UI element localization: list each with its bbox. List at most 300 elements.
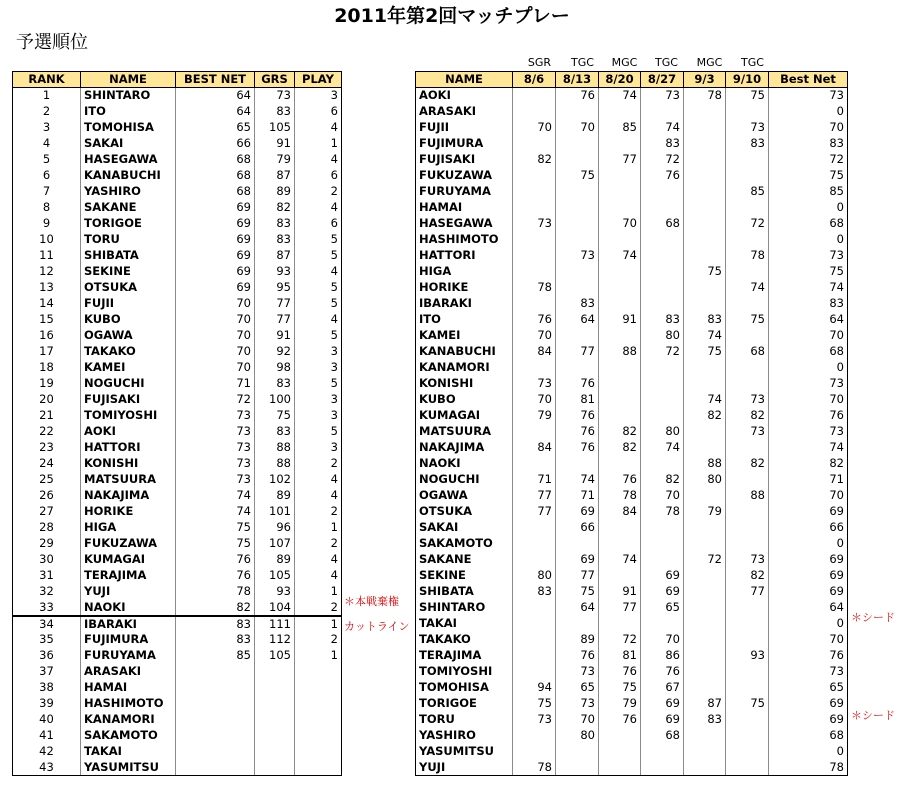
round-score-cell: 69 (556, 504, 599, 520)
player-name-cell: OTSUKA (416, 504, 513, 520)
play-count-cell: 2 (295, 184, 342, 200)
player-name-cell: HASEGAWA (416, 216, 513, 232)
round-score-cell: 73 (556, 664, 599, 680)
best-net-cell: 69 (176, 216, 255, 232)
table-row (13, 280, 342, 296)
table-row (13, 264, 342, 280)
player-name-cell: YASUMITSU (416, 744, 513, 760)
best-net-cell: 68 (769, 216, 848, 232)
round-score-cell: 77 (599, 600, 641, 616)
gross-cell: 96 (255, 520, 295, 536)
round-score-cell (684, 632, 726, 648)
best-net-cell: 71 (769, 472, 848, 488)
round-score-cell (599, 264, 641, 280)
round-score-cell: 75 (556, 584, 599, 600)
table-row (416, 152, 848, 168)
play-count-cell: 4 (295, 200, 342, 216)
page-title: 2011年第2回マッチプレー (334, 5, 570, 27)
play-count-cell: 6 (295, 104, 342, 120)
player-name-cell: TOMOHISA (81, 120, 176, 136)
rank-cell: 32 (13, 584, 81, 600)
player-name-cell: HATTORI (81, 440, 176, 456)
col-header-date: 8/20 (599, 72, 641, 88)
round-score-cell (599, 184, 641, 200)
play-count-cell: 2 (295, 600, 342, 616)
player-name-cell: MATSUURA (81, 472, 176, 488)
player-name-cell: TORIGOE (81, 216, 176, 232)
round-score-cell (684, 728, 726, 744)
round-score-cell (684, 616, 726, 632)
play-count-cell (295, 760, 342, 776)
round-score-cell: 75 (556, 168, 599, 184)
round-score-cell: 75 (684, 264, 726, 280)
gross-cell: 105 (255, 120, 295, 136)
round-score-cell (684, 424, 726, 440)
best-net-cell: 65 (176, 120, 255, 136)
round-score-cell: 77 (599, 152, 641, 168)
round-score-cell (556, 264, 599, 280)
round-score-cell (726, 712, 769, 728)
gross-cell: 101 (255, 504, 295, 520)
round-score-cell (726, 328, 769, 344)
table-row (416, 664, 848, 680)
round-score-cell: 82 (726, 408, 769, 424)
venue-label: TGC (571, 56, 594, 69)
player-name-cell: KANAMORI (81, 712, 176, 728)
round-score-cell: 82 (599, 440, 641, 456)
round-score-cell (513, 728, 556, 744)
table-row (13, 248, 342, 264)
col-header-rank: RANK (13, 72, 81, 88)
player-name-cell: NAKAJIMA (416, 440, 513, 456)
table-row (13, 296, 342, 312)
round-score-cell: 70 (556, 120, 599, 136)
player-name-cell: HORIKE (416, 280, 513, 296)
col-header-date: 8/6 (513, 72, 556, 88)
rank-cell: 29 (13, 536, 81, 552)
player-name-cell: FUKUZAWA (416, 168, 513, 184)
col-header-date: 9/10 (726, 72, 769, 88)
best-net-cell: 73 (176, 456, 255, 472)
round-score-cell: 70 (513, 120, 556, 136)
table-row (416, 728, 848, 744)
play-count-cell: 3 (295, 88, 342, 104)
player-name-cell: KUMAGAI (81, 552, 176, 568)
table-row (13, 152, 342, 168)
best-net-cell: 0 (769, 200, 848, 216)
round-score-cell (726, 728, 769, 744)
player-name-cell: HAMAI (81, 680, 176, 696)
round-score-cell: 74 (641, 440, 684, 456)
round-score-cell: 89 (556, 632, 599, 648)
table-row (416, 616, 848, 632)
round-score-cell: 65 (641, 600, 684, 616)
player-name-cell: OGAWA (81, 328, 176, 344)
table-row (416, 600, 848, 616)
best-net-cell: 70 (176, 312, 255, 328)
round-score-cell (641, 264, 684, 280)
player-name-cell: KANABUCHI (81, 168, 176, 184)
player-name-cell: KUBO (81, 312, 176, 328)
round-score-cell (684, 104, 726, 120)
round-score-cell: 82 (599, 424, 641, 440)
player-name-cell: NAOKI (81, 600, 176, 616)
rank-cell: 1 (13, 88, 81, 104)
round-score-cell: 83 (684, 712, 726, 728)
play-count-cell (295, 728, 342, 744)
play-count-cell: 4 (295, 120, 342, 136)
best-net-cell: 64 (769, 600, 848, 616)
round-score-cell (556, 360, 599, 376)
round-score-cell (726, 264, 769, 280)
round-score-cell (684, 248, 726, 264)
gross-cell: 83 (255, 232, 295, 248)
table-row (416, 104, 848, 120)
table-row (13, 392, 342, 408)
round-score-cell (599, 200, 641, 216)
round-score-cell: 69 (641, 568, 684, 584)
play-count-cell: 5 (295, 296, 342, 312)
play-count-cell: 1 (295, 616, 342, 632)
rank-cell: 14 (13, 296, 81, 312)
round-score-cell (641, 456, 684, 472)
round-score-cell: 74 (556, 472, 599, 488)
round-score-cell: 77 (556, 344, 599, 360)
gross-cell: 89 (255, 488, 295, 504)
round-score-cell: 78 (684, 88, 726, 104)
round-score-cell: 73 (556, 248, 599, 264)
round-score-cell (684, 296, 726, 312)
round-score-cell (641, 408, 684, 424)
player-name-cell: KANABUCHI (416, 344, 513, 360)
best-net-cell: 83 (769, 296, 848, 312)
rank-cell: 3 (13, 120, 81, 136)
round-score-cell (684, 600, 726, 616)
table-row (416, 520, 848, 536)
rank-cell: 5 (13, 152, 81, 168)
table-row (416, 744, 848, 760)
round-score-cell (599, 328, 641, 344)
round-score-cell: 68 (641, 728, 684, 744)
round-score-cell (513, 232, 556, 248)
round-score-cell: 70 (641, 632, 684, 648)
best-net-cell: 85 (769, 184, 848, 200)
round-score-cell (599, 136, 641, 152)
round-score-cell: 74 (599, 552, 641, 568)
round-score-cell: 69 (641, 696, 684, 712)
best-net-cell: 68 (769, 728, 848, 744)
gross-cell: 88 (255, 440, 295, 456)
round-score-cell: 76 (641, 168, 684, 184)
round-score-cell (684, 232, 726, 248)
player-name-cell: YASUMITSU (81, 760, 176, 776)
play-count-cell (295, 664, 342, 680)
gross-cell: 82 (255, 200, 295, 216)
best-net-cell: 0 (769, 744, 848, 760)
round-score-cell: 73 (556, 696, 599, 712)
best-net-cell: 70 (176, 328, 255, 344)
table-row (13, 168, 342, 184)
round-score-cell (684, 200, 726, 216)
player-name-cell: SHIBATA (81, 248, 176, 264)
table-row (416, 264, 848, 280)
round-score-cell (599, 376, 641, 392)
gross-cell: 95 (255, 280, 295, 296)
round-score-cell: 78 (641, 504, 684, 520)
round-score-cell (684, 280, 726, 296)
gross-cell: 89 (255, 552, 295, 568)
table-row (416, 648, 848, 664)
gross-cell (255, 680, 295, 696)
round-score-cell (556, 200, 599, 216)
player-name-cell: SAKAI (81, 136, 176, 152)
round-score-cell: 76 (599, 712, 641, 728)
table-row (416, 232, 848, 248)
best-net-cell: 73 (769, 248, 848, 264)
best-net-cell (176, 680, 255, 696)
round-score-cell: 72 (641, 152, 684, 168)
gross-cell: 91 (255, 136, 295, 152)
table-row (416, 88, 848, 104)
round-score-cell: 72 (726, 216, 769, 232)
best-net-cell: 0 (769, 536, 848, 552)
play-count-cell: 3 (295, 408, 342, 424)
round-score-cell (726, 360, 769, 376)
table-row (13, 408, 342, 424)
best-net-cell: 70 (769, 392, 848, 408)
round-score-cell: 76 (556, 648, 599, 664)
player-name-cell: SEKINE (416, 568, 513, 584)
play-count-cell: 4 (295, 264, 342, 280)
rank-cell: 40 (13, 712, 81, 728)
col-header-name: NAME (416, 72, 513, 88)
gross-cell: 93 (255, 584, 295, 600)
round-score-cell (684, 536, 726, 552)
round-score-cell (726, 536, 769, 552)
best-net-cell: 0 (769, 360, 848, 376)
table-row (13, 328, 342, 344)
round-score-cell (599, 568, 641, 584)
round-score-cell: 85 (726, 184, 769, 200)
round-score-cell (599, 536, 641, 552)
rank-cell: 4 (13, 136, 81, 152)
qualifying-ranking-table (12, 71, 342, 776)
player-name-cell: HORIKE (81, 504, 176, 520)
player-name-cell: AOKI (81, 424, 176, 440)
round-score-cell (599, 168, 641, 184)
round-score-cell: 72 (599, 632, 641, 648)
round-score-cell (513, 200, 556, 216)
rank-cell: 22 (13, 424, 81, 440)
player-name-cell: YASHIRO (416, 728, 513, 744)
round-score-cell (684, 440, 726, 456)
round-score-cell: 73 (726, 424, 769, 440)
round-score-cell (641, 200, 684, 216)
table-row (416, 296, 848, 312)
round-score-cell: 76 (556, 88, 599, 104)
rank-cell: 15 (13, 312, 81, 328)
best-net-cell: 69 (769, 696, 848, 712)
best-net-cell: 70 (176, 344, 255, 360)
table-row (13, 488, 342, 504)
player-name-cell: OGAWA (416, 488, 513, 504)
round-score-cell (599, 232, 641, 248)
round-score-cell (513, 456, 556, 472)
round-score-cell: 80 (556, 728, 599, 744)
table-row (13, 184, 342, 200)
best-net-cell: 68 (176, 184, 255, 200)
round-score-cell: 71 (513, 472, 556, 488)
table-row (416, 184, 848, 200)
table-row (416, 344, 848, 360)
table-row (416, 280, 848, 296)
table-row (13, 344, 342, 360)
table-row (13, 200, 342, 216)
player-name-cell: FURUYAMA (81, 648, 176, 664)
play-count-cell: 2 (295, 632, 342, 648)
rank-cell: 37 (13, 664, 81, 680)
player-name-cell: TAKAI (81, 744, 176, 760)
gross-cell: 92 (255, 344, 295, 360)
round-score-cell: 76 (556, 440, 599, 456)
round-score-cell: 70 (513, 392, 556, 408)
best-net-cell: 76 (176, 568, 255, 584)
best-net-cell: 73 (769, 664, 848, 680)
player-name-cell: KUBO (416, 392, 513, 408)
round-score-cell: 88 (684, 456, 726, 472)
table-row (13, 88, 342, 104)
best-net-cell: 73 (176, 424, 255, 440)
cutline-note: カットライン (344, 620, 410, 633)
table-row (13, 600, 342, 616)
best-net-cell: 69 (176, 232, 255, 248)
gross-cell: 107 (255, 536, 295, 552)
best-net-cell: 64 (769, 312, 848, 328)
player-name-cell: ARASAKI (81, 664, 176, 680)
table-row (416, 536, 848, 552)
round-score-cell: 77 (513, 488, 556, 504)
round-score-cell (726, 440, 769, 456)
round-score-cell: 74 (599, 88, 641, 104)
best-net-cell: 70 (769, 328, 848, 344)
round-score-cell: 80 (684, 472, 726, 488)
table-row (416, 248, 848, 264)
gross-cell: 93 (255, 264, 295, 280)
rank-cell: 6 (13, 168, 81, 184)
table-row (416, 408, 848, 424)
best-net-cell: 68 (769, 344, 848, 360)
round-score-cell: 87 (684, 696, 726, 712)
play-count-cell: 1 (295, 584, 342, 600)
player-name-cell: FUJII (81, 296, 176, 312)
round-score-cell: 70 (513, 328, 556, 344)
table-row (13, 552, 342, 568)
round-score-cell: 76 (599, 472, 641, 488)
gross-cell (255, 744, 295, 760)
player-name-cell: FUKUZAWA (81, 536, 176, 552)
round-score-cell: 79 (684, 504, 726, 520)
col-header-name: NAME (81, 72, 176, 88)
gross-cell: 75 (255, 408, 295, 424)
gross-cell (255, 728, 295, 744)
round-score-cell (726, 680, 769, 696)
gross-cell: 105 (255, 648, 295, 664)
player-name-cell: FUJISAKI (81, 392, 176, 408)
gross-cell: 89 (255, 184, 295, 200)
round-score-cell (556, 328, 599, 344)
best-net-cell: 69 (769, 568, 848, 584)
player-name-cell: HASEGAWA (81, 152, 176, 168)
round-score-cell (684, 488, 726, 504)
best-net-cell: 69 (769, 584, 848, 600)
col-header-date: 9/3 (684, 72, 726, 88)
player-name-cell: FUJII (416, 120, 513, 136)
gross-cell: 79 (255, 152, 295, 168)
round-score-cell: 83 (641, 136, 684, 152)
round-score-cell (684, 168, 726, 184)
table-row (13, 232, 342, 248)
player-name-cell: FUJISAKI (416, 152, 513, 168)
table-row (416, 200, 848, 216)
round-score-cell (641, 520, 684, 536)
player-name-cell: ITO (81, 104, 176, 120)
round-score-cell (556, 216, 599, 232)
round-score-cell: 68 (641, 216, 684, 232)
best-net-cell: 64 (176, 104, 255, 120)
player-name-cell: TAKAKO (81, 344, 176, 360)
round-score-cell (513, 296, 556, 312)
table-row (13, 216, 342, 232)
round-score-cell (641, 360, 684, 376)
gross-cell: 104 (255, 600, 295, 616)
round-score-cell (513, 264, 556, 280)
round-score-cell (726, 664, 769, 680)
best-net-cell: 70 (769, 120, 848, 136)
rank-cell: 38 (13, 680, 81, 696)
rank-cell: 35 (13, 632, 81, 648)
table-row (416, 440, 848, 456)
rank-cell: 30 (13, 552, 81, 568)
round-score-cell: 75 (599, 680, 641, 696)
table-row (13, 744, 342, 760)
round-score-cell (726, 104, 769, 120)
gross-cell (255, 664, 295, 680)
best-net-cell: 74 (769, 440, 848, 456)
round-score-cell: 66 (556, 520, 599, 536)
round-score-cell: 83 (556, 296, 599, 312)
table-row (416, 424, 848, 440)
round-score-cell (641, 616, 684, 632)
round-score-cell (556, 744, 599, 760)
play-count-cell: 3 (295, 440, 342, 456)
round-score-cell (726, 168, 769, 184)
player-name-cell: NAOKI (416, 456, 513, 472)
round-score-cell (513, 360, 556, 376)
play-count-cell: 1 (295, 648, 342, 664)
round-score-cell: 73 (513, 216, 556, 232)
round-scores-table (415, 71, 848, 776)
best-net-cell: 73 (769, 88, 848, 104)
round-score-cell: 67 (641, 680, 684, 696)
col-header-best-net: Best Net (769, 72, 848, 88)
round-score-cell: 78 (513, 760, 556, 776)
gross-cell: 83 (255, 216, 295, 232)
round-score-cell: 76 (599, 664, 641, 680)
round-score-cell: 83 (513, 584, 556, 600)
round-score-cell (513, 184, 556, 200)
best-net-cell: 69 (769, 712, 848, 728)
round-score-cell: 84 (599, 504, 641, 520)
